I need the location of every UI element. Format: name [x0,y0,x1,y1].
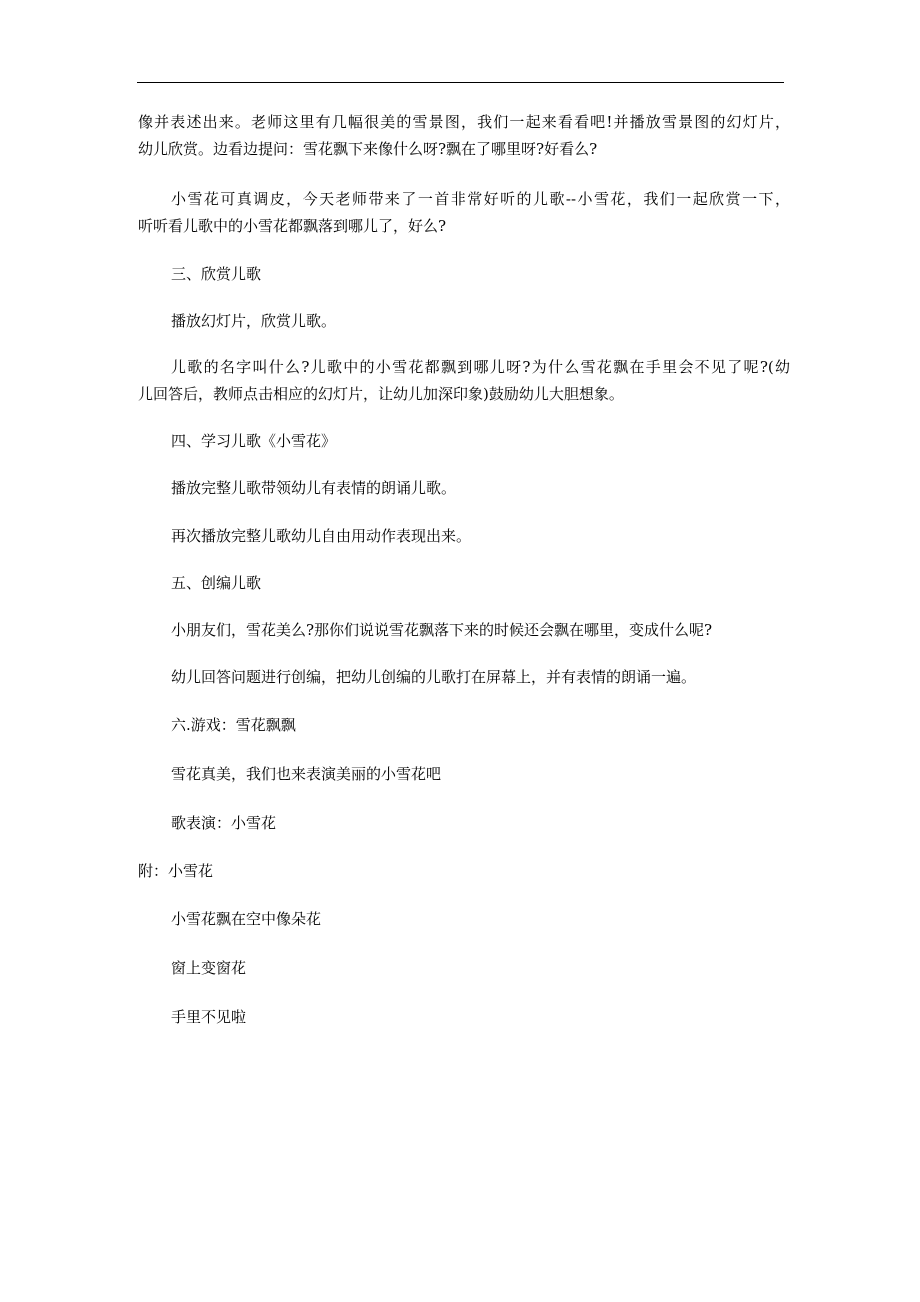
poem-line: 小雪花飘在空中像朵花 [171,910,322,928]
paragraph-line: 小雪花可真调皮，今天老师带来了一首非常好听的儿歌--小雪花，我们一起欣赏一下， [171,190,790,208]
paragraph-line: 雪花真美，我们也来表演美丽的小雪花吧 [171,765,442,783]
poem-line: 手里不见啦 [171,1008,247,1026]
paragraph-line: 歌表演：小雪花 [171,814,277,832]
section-heading: 五、创编儿歌 [171,574,262,592]
paragraph-line: 幼儿回答问题进行创编，把幼儿创编的儿歌打在屏幕上，并有表情的朗诵一遍。 [171,668,697,686]
paragraph-line: 小朋友们，雪花美么?那你们说说雪花飘落下来的时候还会飘在哪里，变成什么呢? [171,621,713,639]
paragraph-line: 幼儿欣赏。边看边提问：雪花飘下来像什么呀?飘在了哪里呀?好看么? [138,140,598,158]
appendix-heading: 附：小雪花 [138,862,214,880]
paragraph-line: 听听看儿歌中的小雪花都飘落到哪儿了，好么? [138,217,447,235]
section-heading: 四、学习儿歌《小雪花》 [171,432,337,450]
section-heading: 六.游戏：雪花飘飘 [171,716,296,734]
poem-line: 窗上变窗花 [171,959,247,977]
paragraph-line: 再次播放完整儿歌幼儿自由用动作表现出来。 [171,527,472,545]
section-heading: 三、欣赏儿歌 [171,265,262,283]
paragraph-line: 播放完整儿歌带领幼儿有表情的朗诵儿歌。 [171,479,457,497]
header-rule [137,82,784,83]
paragraph-line: 儿回答后，教师点击相应的幻灯片，让幼儿加深印象)鼓励幼儿大胆想象。 [138,385,624,403]
paragraph-line: 儿歌的名字叫什么?儿歌中的小雪花都飘到哪儿呀?为什么雪花飘在手里会不见了呢?(幼 [171,358,790,376]
paragraph-line: 播放幻灯片，欣赏儿歌。 [171,312,337,330]
paragraph-line: 像并表述出来。老师这里有几幅很美的雪景图，我们一起来看看吧!并播放雪景图的幻灯片， [138,113,790,131]
